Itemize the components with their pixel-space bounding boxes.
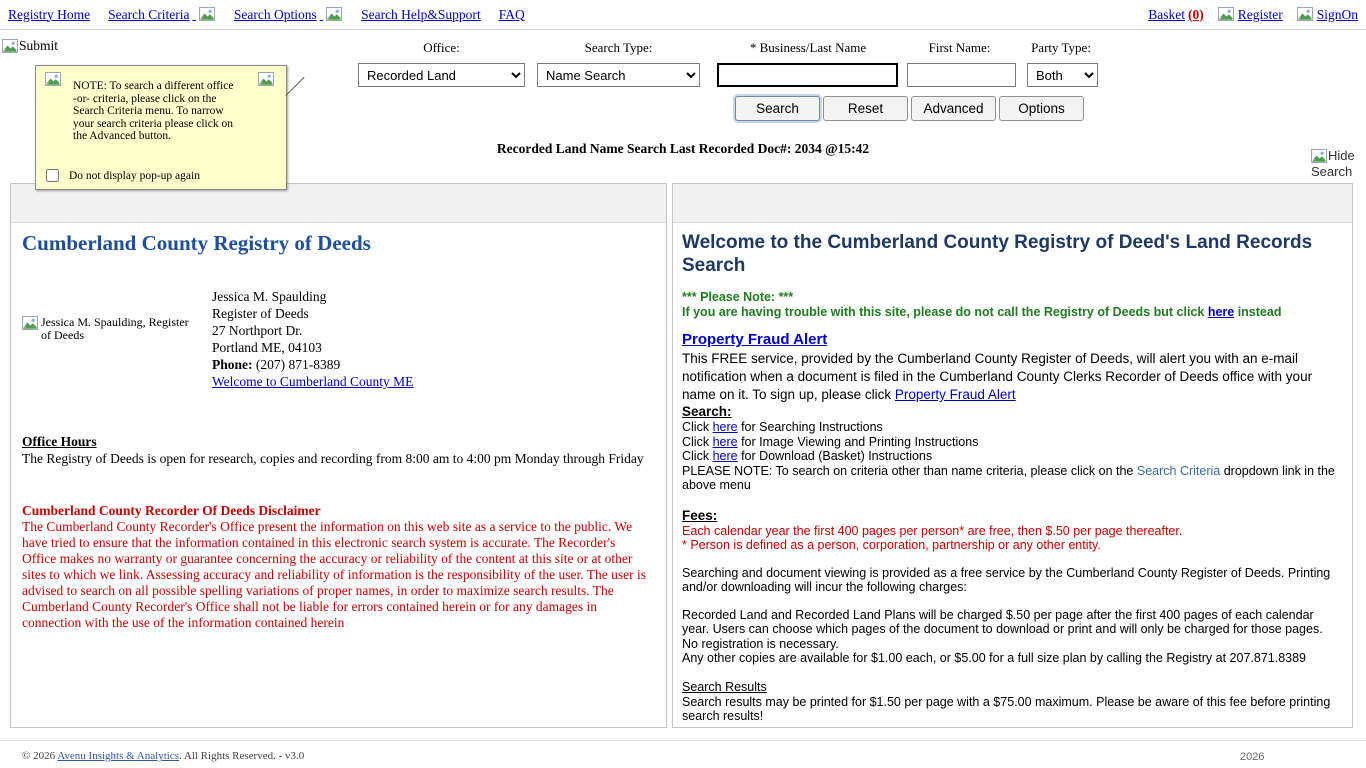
image-viewing-instructions-link[interactable]: here	[712, 434, 738, 449]
phone-value: (207) 871-8389	[252, 357, 341, 372]
submit-label: Submit	[19, 38, 59, 53]
page-footer	[0, 740, 1366, 768]
office-hours-text: The Registry of Deeds is open for research, copies and recording from 8:00 am to 4:00 pm Monday through Friday	[22, 451, 644, 466]
nav-signon-link[interactable]: SignOn	[1316, 6, 1358, 22]
disclaimer-text: The Cumberland County Recorder's Office present the information on this web site as a service to the public. We have tried to ensure that the information contained in this electronic search system is accurate. The Recorder's Office makes no warranty or guarantee concerning the accuracy or reliability of the content at this site or at other sites to which we link. Assessing accuracy and reliability of information is the responsibility of the user. The user is advised to search on all possible spelling variations of proper names, in order to maximize search results. The Cumberland County Recorder's Office shall not be liable for errors contained herein or for any damages in connection with the use of the information contained herein	[22, 519, 647, 630]
nav-search-help-support[interactable]: Search Help&Support	[361, 6, 481, 22]
top-navigation	[0, 0, 1366, 30]
options-button[interactable]: Options	[999, 96, 1084, 121]
right-panel-header-strip	[673, 184, 1352, 223]
fees-red-line-2: * Person is defined as a person, corporation, partnership or any other entity.	[682, 538, 1101, 552]
searching-instructions-link[interactable]: here	[712, 420, 738, 434]
office-hours-title: Office Hours	[22, 434, 97, 449]
broken-image-icon	[1218, 7, 1235, 22]
disclaimer-title: Cumberland County Recorder Of Deeds Disclaimer	[22, 503, 321, 518]
fees-red-line-1: Each calendar year the first 400 pages per person* are free, then $.50 per page thereafter.	[682, 523, 1183, 538]
nav-search-options[interactable]: Search Options	[234, 7, 343, 23]
register-photo-alt-text: Jessica M. Spaulding, Register of Deeds	[41, 315, 189, 342]
search-section-heading: Search:	[682, 404, 732, 419]
nav-register-link[interactable]: Register	[1237, 6, 1283, 22]
last-recorded-status: Recorded Land Name Search Last Recorded Doc#: 2034 @15:42	[496, 141, 870, 156]
search-button-row	[735, 96, 1084, 121]
hide-search-label: Hide Search	[1311, 148, 1355, 180]
left-panel-title: Cumberland County Registry of Deeds	[22, 231, 371, 255]
search-button[interactable]: Search	[735, 96, 820, 121]
broken-image-icon	[1297, 7, 1314, 22]
first-name-label: First Name:	[928, 40, 991, 55]
copyright-text: © 2026 Avenu Insights & Analytics. All Rights Reserved. - v3.0	[22, 750, 305, 762]
fees-paragraph-3: Any other copies are available for $1.00 each, or $5.00 for a full size plan by calling the Registry at 207.871.8389	[682, 651, 1306, 665]
search-results-heading: Search Results	[682, 679, 767, 694]
office-select[interactable]	[358, 63, 525, 87]
fees-paragraph-2: Recorded Land and Recorded Land Plans will be charged $.50 per page after the first 400 pages of each calendar year. Users can choose which pages of the document to download or print and will only be charged for those pages. No registration is necessary.	[682, 607, 1323, 651]
business-last-name-label: * Business/Last Name	[749, 40, 867, 55]
note-popup	[35, 65, 287, 190]
office-hours-section	[22, 434, 655, 467]
basket-count-badge: (0)	[1187, 6, 1204, 22]
do-not-display-label[interactable]: Do not display pop-up again	[69, 169, 200, 182]
searching-instructions-line: Click here for Searching Instructions	[682, 420, 883, 434]
contact-address2: Portland ME, 04103	[212, 340, 322, 355]
broken-image-icon	[199, 7, 216, 22]
nav-register-group	[1218, 7, 1283, 23]
welcome-title: Welcome to the Cumberland County Registry of Deed's Land Records Search	[682, 232, 1313, 276]
first-name-input[interactable]	[907, 63, 1016, 87]
broken-image-icon	[2, 39, 19, 54]
search-type-select[interactable]	[537, 63, 700, 87]
office-label: Office:	[423, 40, 460, 55]
criteria-note-line: PLEASE NOTE: To search on criteria other than name criteria, please click on the Search Criteria dropdown link in the above menu	[682, 463, 1335, 492]
welcome-county-link[interactable]: Welcome to Cumberland County ME	[212, 374, 414, 389]
contact-phone	[212, 356, 413, 373]
search-results-text: Search results may be printed for $1.50 per page with a $75.00 maximum. Please be aware of this fee before printing search results!	[682, 694, 1331, 723]
search-type-label: Search Type:	[584, 40, 653, 55]
registry-info-panel	[10, 183, 667, 728]
contact-address1: 27 Northport Dr.	[212, 323, 303, 338]
submit-control[interactable]	[2, 38, 58, 54]
nav-signon-group	[1297, 7, 1358, 23]
image-viewing-instructions-line: Click here for Image Viewing and Printing Instructions	[682, 434, 979, 449]
broken-image-icon	[326, 7, 343, 22]
party-type-label: Party Type:	[1031, 40, 1091, 55]
fraud-alert-description: This FREE service, provided by the Cumberland County Register of Deeds, will alert you with an e-mail notification when a document is filed in the Cumberland County Clerks Recorder of Deeds office with your name on it. To sign up, please click Property Fraud Alert	[682, 351, 1313, 402]
party-type-select[interactable]	[1027, 63, 1098, 87]
popup-note-text: NOTE: To search a different office -or- criteria, please click on the Search Criteria menu. To narrow your search criteria please click on the Advanced button.	[73, 80, 234, 142]
nav-registry-home[interactable]: Registry Home	[8, 6, 91, 22]
hide-search-toggle[interactable]	[1311, 148, 1363, 179]
avenu-link[interactable]: Avenu Insights & Analytics	[57, 750, 179, 762]
nav-basket-link[interactable]: Basket (0)	[1148, 6, 1204, 22]
fraud-signup-link[interactable]: Property Fraud Alert	[894, 387, 1016, 402]
phone-label: Phone:	[212, 357, 253, 372]
fees-paragraph-1: Searching and document viewing is provided as a free service by the Cumberland County Register of Deeds. Printing and/or downloading will incur the following charges:	[682, 565, 1331, 594]
search-criteria-inline-link[interactable]: Search Criteria	[1136, 463, 1221, 478]
footer-year: 2026	[1240, 751, 1265, 763]
disclaimer-section	[22, 503, 647, 631]
nav-search-criteria[interactable]: Search Criteria	[108, 7, 216, 23]
broken-image-icon	[45, 72, 62, 87]
download-instructions-link[interactable]: here	[712, 449, 738, 463]
trouble-note-line: If you are having trouble with this site, please do not call the Registry of Deeds but click here instead	[682, 304, 1282, 319]
welcome-panel	[672, 183, 1353, 728]
nav-faq[interactable]: FAQ	[498, 6, 525, 22]
advanced-button[interactable]: Advanced	[911, 96, 996, 121]
trouble-here-link[interactable]: here	[1207, 304, 1235, 319]
broken-image-icon	[258, 72, 275, 87]
contact-block	[212, 288, 413, 390]
fees-section-heading: Fees:	[682, 507, 718, 523]
please-note-heading: *** Please Note: ***	[682, 290, 794, 304]
do-not-display-checkbox[interactable]	[46, 169, 59, 182]
business-last-name-input[interactable]	[717, 63, 898, 87]
broken-image-icon	[1311, 149, 1328, 164]
download-instructions-line: Click here for Download (Basket) Instructions	[682, 449, 933, 463]
contact-role: Register of Deeds	[212, 306, 309, 321]
property-fraud-alert-link[interactable]: Property Fraud Alert	[682, 331, 828, 348]
broken-image-icon	[22, 316, 39, 331]
contact-name: Jessica M. Spaulding	[212, 289, 327, 304]
reset-button[interactable]: Reset	[823, 96, 908, 121]
register-photo-placeholder	[22, 288, 212, 390]
